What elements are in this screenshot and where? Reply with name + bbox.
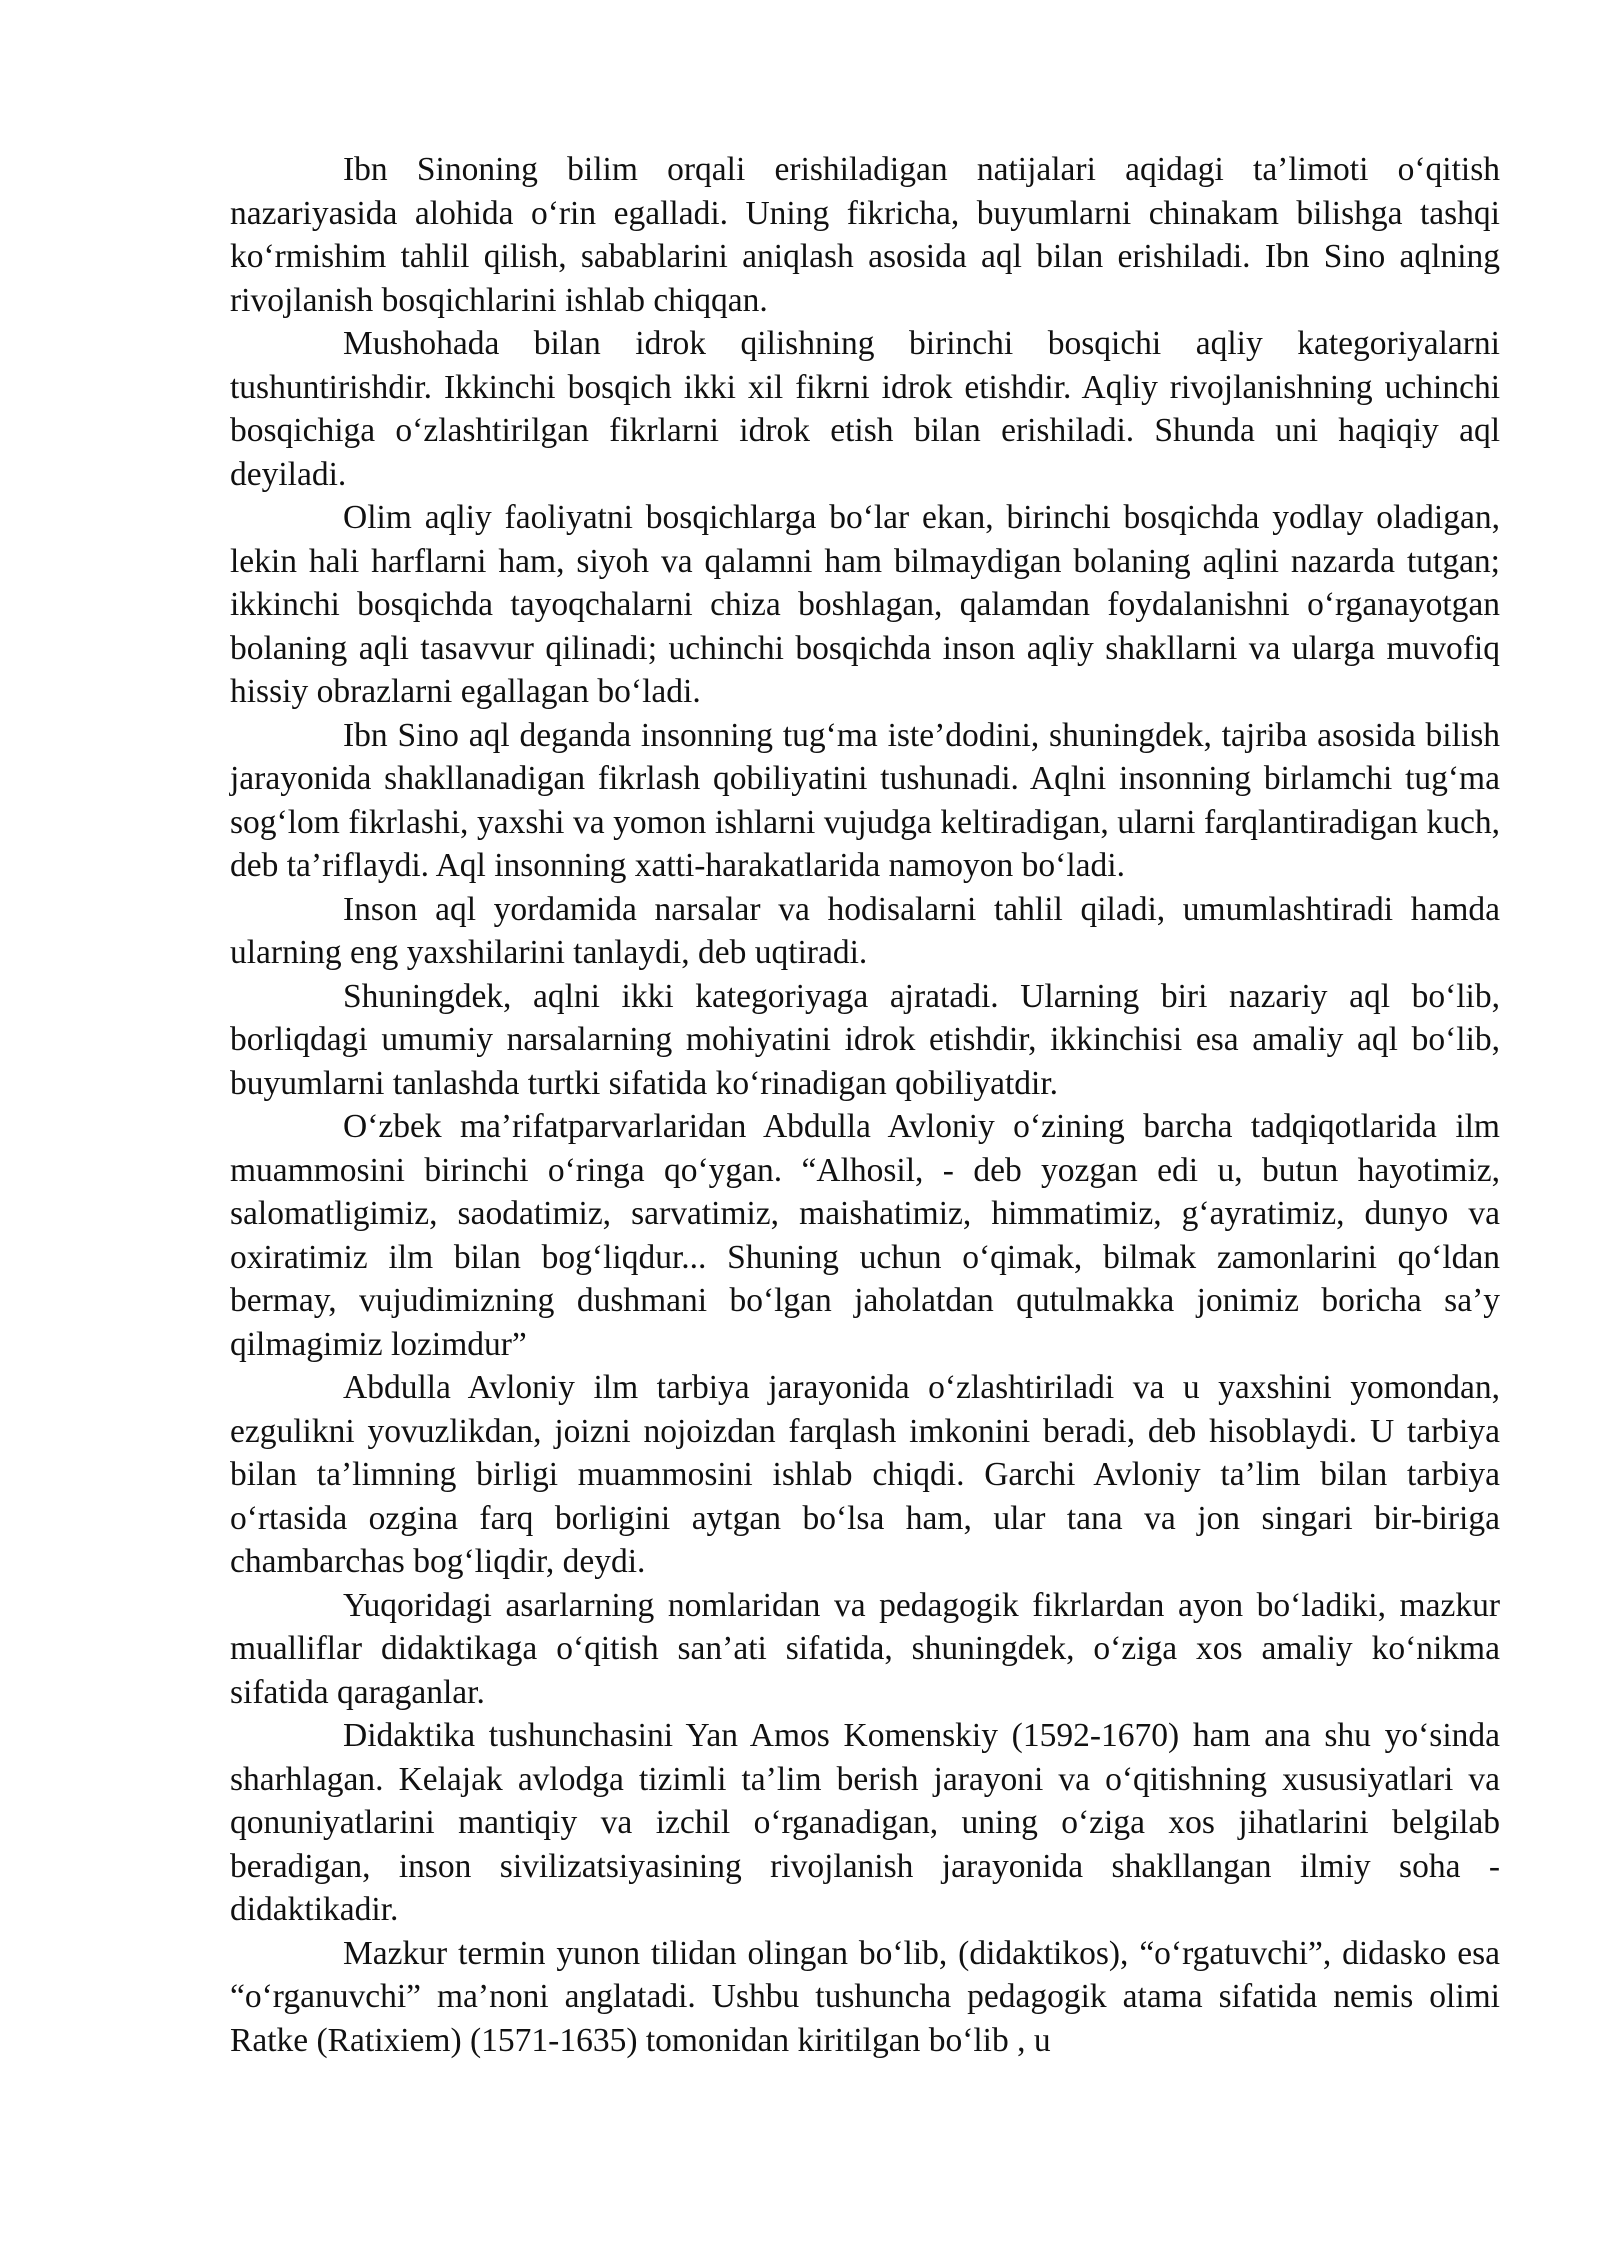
- paragraph: Inson aql yordamida narsalar va hodisalarni tahlil qiladi, umumlashtiradi hamda ularning eng yaxshilarini tanlaydi, deb uqtiradi.: [230, 890, 1500, 971]
- paragraph: Ibn Sino aql deganda insonning tug‘ma iste’dodini, shuningdek, tajriba asosida bilish jarayonida shakllanadigan fikrlash qobiliyatini tushunadi. Aqlni insonning birlamchi tug‘ma sog‘lom fikrlashi, yaxshi va yomon ishlarni vujudga keltiradigan, ularni farqlantiradigan kuch, deb ta’riflaydi. Aql insonning xatti-harakatlarida namoyon bo‘ladi.: [230, 716, 1500, 884]
- paragraph: Olim aqliy faoliyatni bosqichlarga bo‘lar ekan, birinchi bosqichda yodlay oladigan, lekin hali harflarni ham, siyoh va qalamni ham bilmaydigan bolaning aqlini nazarda tutgan; ikkinchi bosqichda tayoqchalarni chiza boshlagan, qalamdan foydalanishni o‘rganayotgan bolaning aqli tasavvur qilinadi; uchinchi bosqichda inson aqliy shakllarni va ularga muvofiq hissiy obrazlarni egallagan bo‘ladi.: [230, 499, 1500, 710]
- paragraph: Abdulla Avloniy ilm tarbiya jarayonida o‘zlashtiriladi va u yaxshini yomondan, ezgulikni yovuzlikdan, joizni nojoizdan farqlash imkonini beradi, deb hisoblaydi. U tarbiya bilan ta’limning birligi muammosini ishlab chiqdi. Garchi Avloniy ta’lim bilan tarbiya o‘rtasida ozgina farq borligini aytgan bo‘lsa ham, ular tana va jon singari bir-biriga chambarchas bog‘liqdir, deydi.: [230, 1369, 1500, 1580]
- paragraph: Yuqoridagi asarlarning nomlaridan va pedagogik fikrlardan ayon bo‘ladiki, mazkur mualliflar didaktikaga o‘qitish san’ati sifatida, shuningdek, o‘ziga xos amaliy ko‘nikma sifatida qaraganlar.: [230, 1586, 1500, 1711]
- paragraph: Didaktika tushunchasini Yan Amos Komenskiy (1592-1670) ham ana shu yo‘sinda sharhlagan. Kelajak avlodga tizimli ta’lim berish jarayoni va o‘qitishning xususiyatlari va qonuniyatlarini mantiqiy va izchil o‘rganadigan, uning o‘ziga xos jihatlarini belgilab beradigan, inson sivilizatsiyasining rivojlanish jarayonida shakllangan ilmiy soha - didaktikadir.: [230, 1717, 1500, 1928]
- paragraph: Shuningdek, aqlni ikki kategoriyaga ajratadi. Ularning biri nazariy aql bo‘lib, borliqdagi umumiy narsalarning mohiyatini idrok etishdir, ikkinchisi esa amaliy aql bo‘lib, buyumlarni tanlashda turtki sifatida ko‘rinadigan qobiliyatdir.: [230, 977, 1500, 1102]
- paragraph: Mushohada bilan idrok qilishning birinchi bosqichi aqliy kategoriyalarni tushuntirishdir. Ikkinchi bosqich ikki xil fikrni idrok etishdir. Aqliy rivojlanishning uchinchi bosqichiga o‘zlashtirilgan fikrlarni idrok etish bilan erishiladi. Shunda uni haqiqiy aql deyiladi.: [230, 325, 1500, 493]
- document-page: [230, 148, 1500, 2062]
- paragraph: Ibn Sinoning bilim orqali erishiladigan natijalari aqidagi ta’limoti o‘qitish nazariyasida alohida o‘rin egalladi. Uning fikricha, buyumlarni chinakam bilishga tashqi ko‘rmishim tahlil qilish, sabablarini aniqlash asosida aql bilan erishiladi. Ibn Sino aqlning rivojlanish bosqichlarini ishlab chiqqan.: [230, 151, 1500, 319]
- paragraph: O‘zbek ma’rifatparvarlaridan Abdulla Avloniy o‘zining barcha tadqiqotlarida ilm muammosini birinchi o‘ringa qo‘ygan. “Alhosil, - deb yozgan edi u, butun hayotimiz, salomatligimiz, saodatimiz, sarvatimiz, maishatimiz, himmatimiz, g‘ayratimiz, dunyo va oxiratimiz ilm bilan bog‘liqdur... Shuning uchun o‘qimak, bilmak zamonlarini qo‘ldan bermay, vujudimizning dushmani bo‘lgan jaholatdan qutulmakka jonimiz boricha sa’y qilmagimiz lozimdur”: [230, 1108, 1500, 1363]
- paragraph: Mazkur termin yunon tilidan olingan bo‘lib, (didaktikos), “o‘rgatuvchi”, didasko esa “o‘rganuvchi” ma’noni anglatadi. Ushbu tushuncha pedagogik atama sifatida nemis olimi Ratke (Ratixiem) (1571-1635) tomonidan kiritilgan bo‘lib , u: [230, 1934, 1500, 2059]
